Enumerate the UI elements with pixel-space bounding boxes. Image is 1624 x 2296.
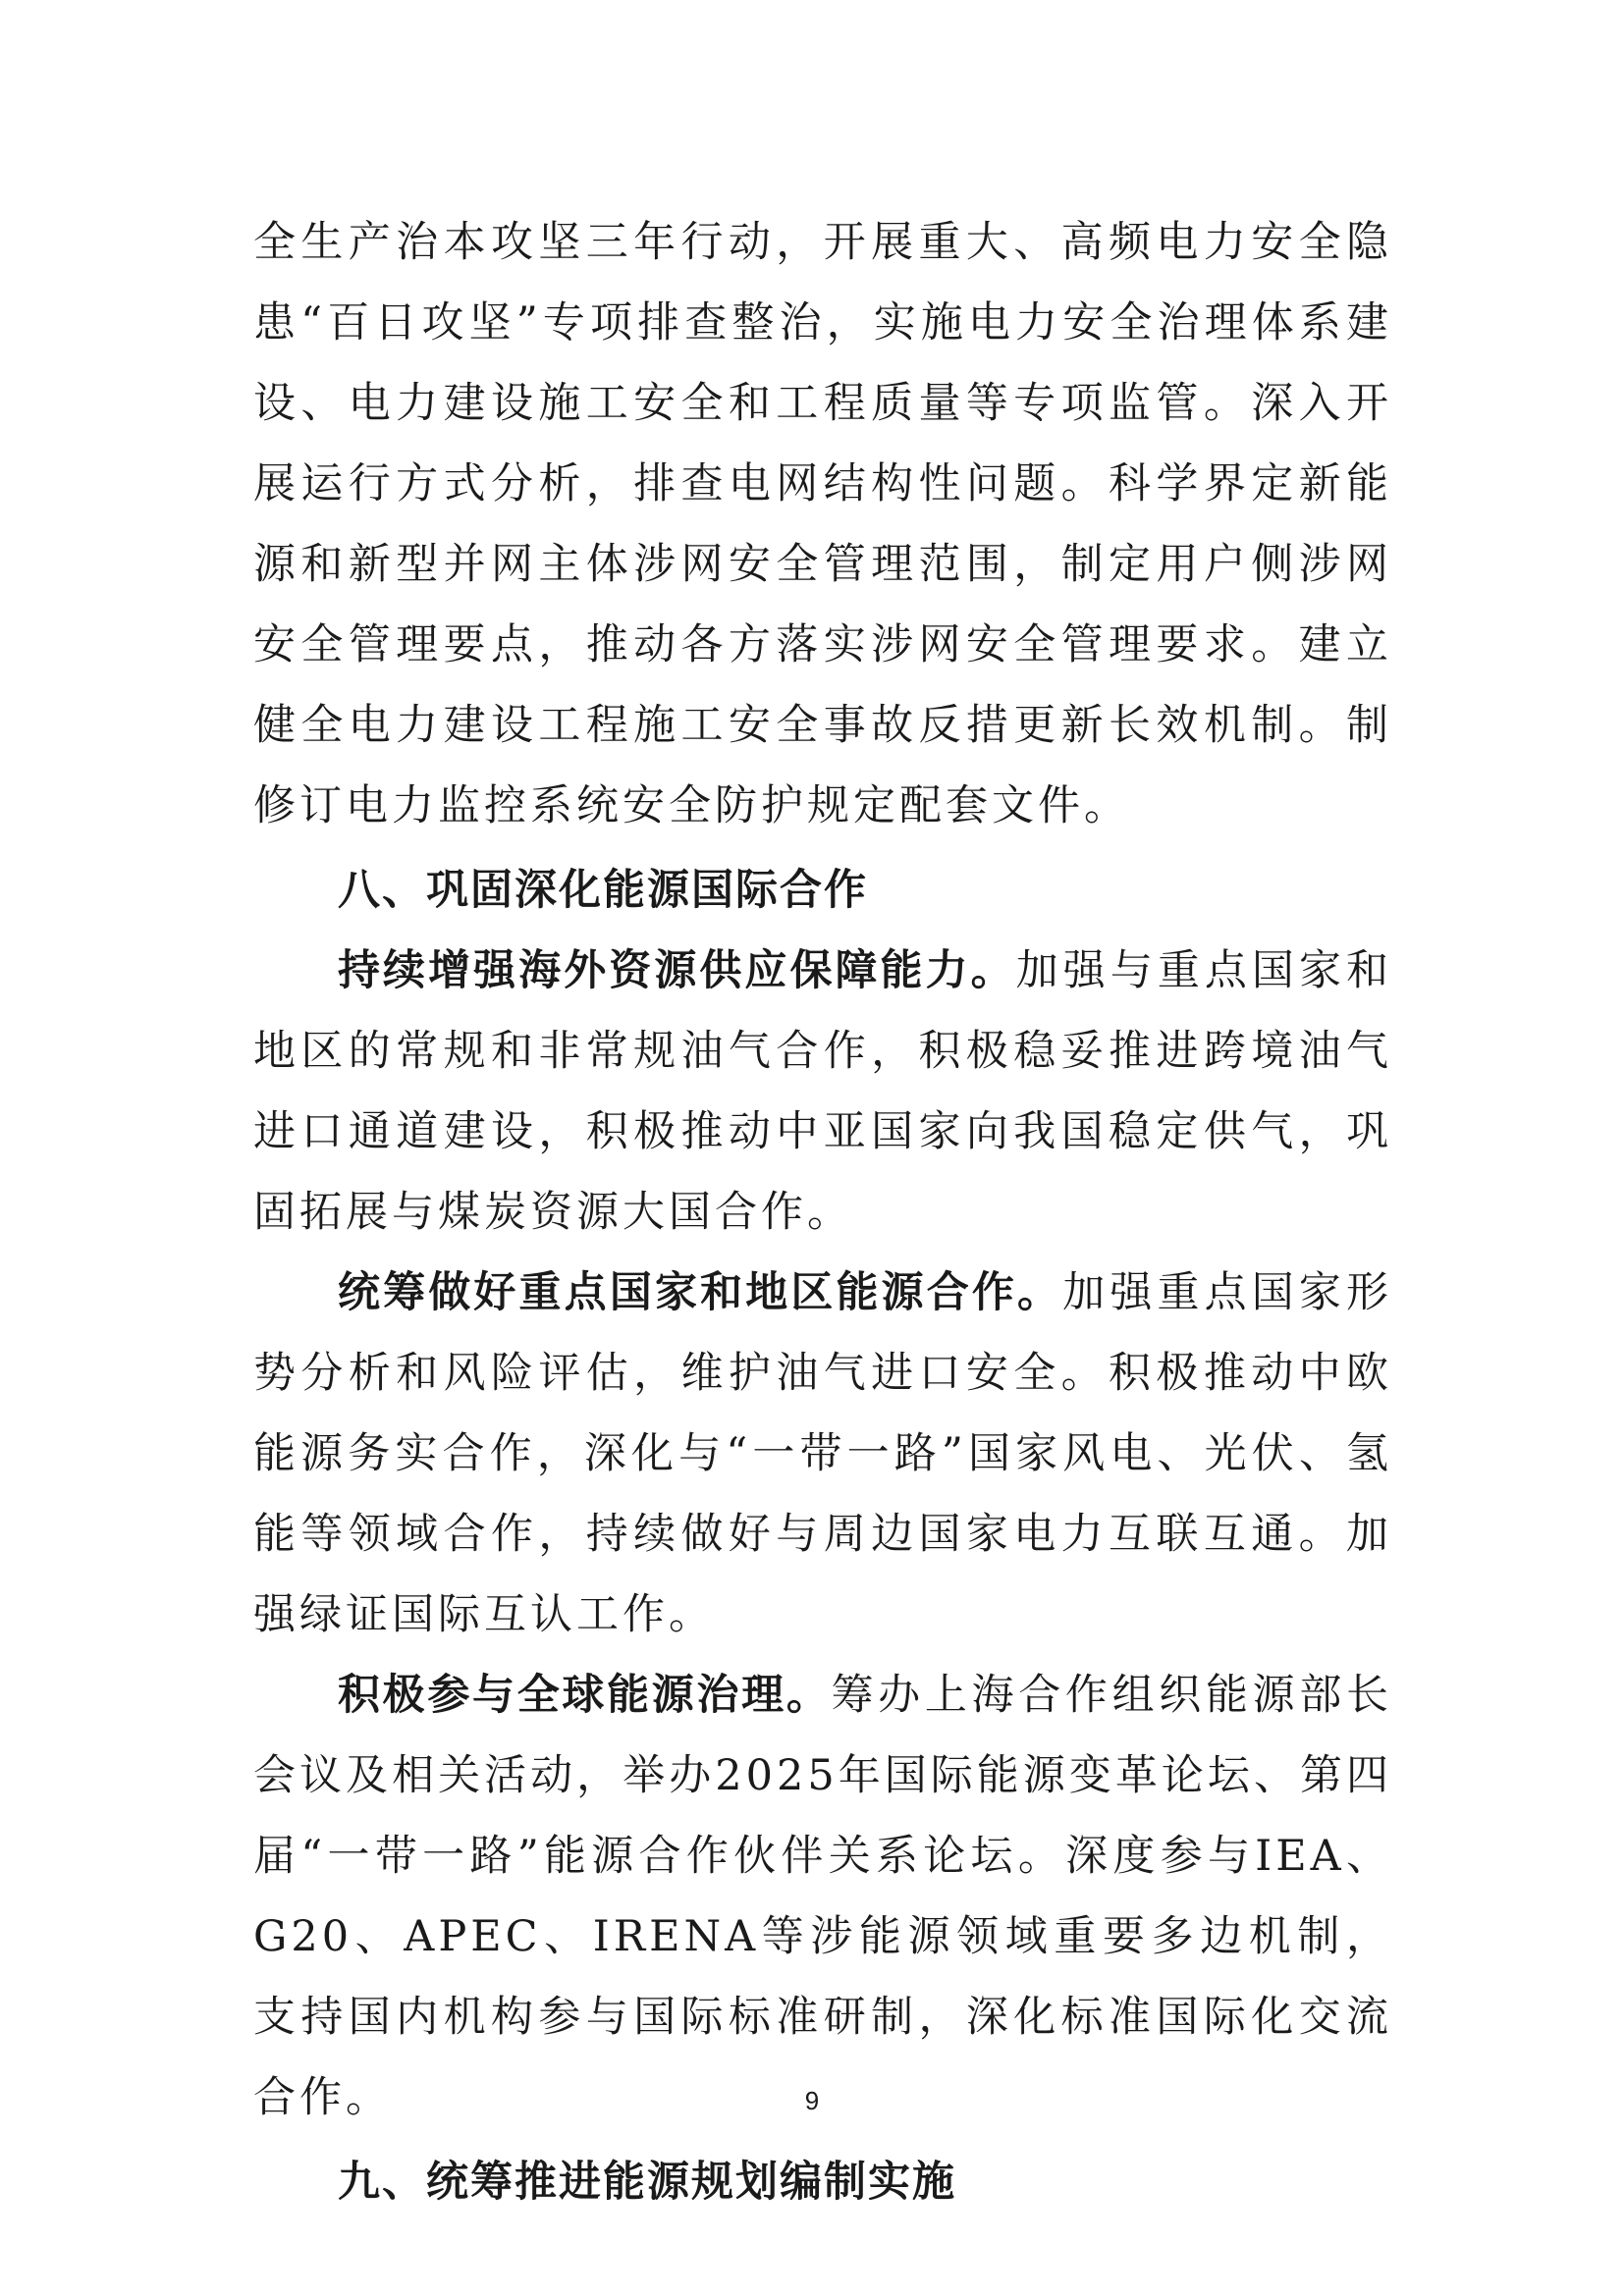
paragraph-lead: 统筹做好重点国家和地区能源合作。: [338, 1268, 1063, 1317]
document-body: [253, 202, 1392, 2222]
body-paragraph: [253, 1253, 1392, 1655]
paragraph-lead: 积极参与全球能源治理。: [338, 1671, 832, 1720]
section-heading: [253, 2142, 1392, 2222]
body-paragraph: [253, 931, 1392, 1253]
body-paragraph: [253, 202, 1392, 846]
paragraph-lead: 持续增强海外资源供应保障能力。: [338, 946, 1016, 995]
paragraph-text: 加强与重点国家和地区的常规和非常规油气合作，积极稳妥推进跨境油气进口通道建设，积极推动中亚国家向我国稳定供气，巩固拓展与煤炭资源大国合作。: [253, 946, 1393, 1237]
heading-text: 八、巩固深化能源国际合作: [338, 866, 868, 915]
heading-text: 九、统筹推进能源规划编制实施: [338, 2158, 956, 2207]
body-paragraph: [253, 1655, 1392, 2138]
paragraph-text: 筹办上海合作组织能源部长会议及相关活动，举办2025年国际能源变革论坛、第四届“一带一路”能源合作伙伴关系论坛。深度参与IEA、G20、APEC、IRENA等涉能源领域重要多边机制，支持国内机构参与国际标准研制，深化标准国际化交流合作。: [253, 1671, 1392, 2122]
page-number: 9: [804, 2086, 820, 2115]
section-heading: [253, 850, 1392, 931]
paragraph-text: 全生产治本攻坚三年行动，开展重大、高频电力安全隐患“百日攻坚”专项排查整治，实施电力安全治理体系建设、电力建设施工安全和工程质量等专项监管。深入开展运行方式分析，排查电网结构性问题。科学界定新能源和新型并网主体涉网安全管理范围，制定用户侧涉网安全管理要点，推动各方落实涉网安全管理要求。建立健全电力建设工程施工安全事故反措更新长效机制。制修订电力监控系统安全防护规定配套文件。: [253, 218, 1392, 830]
paragraph-text: 加强重点国家形势分析和风险评估，维护油气进口安全。积极推动中欧能源务实合作，深化与“一带一路”国家风电、光伏、氢能等领域合作，持续做好与周边国家电力互联互通。加强绿证国际互认工作。: [253, 1268, 1393, 1639]
